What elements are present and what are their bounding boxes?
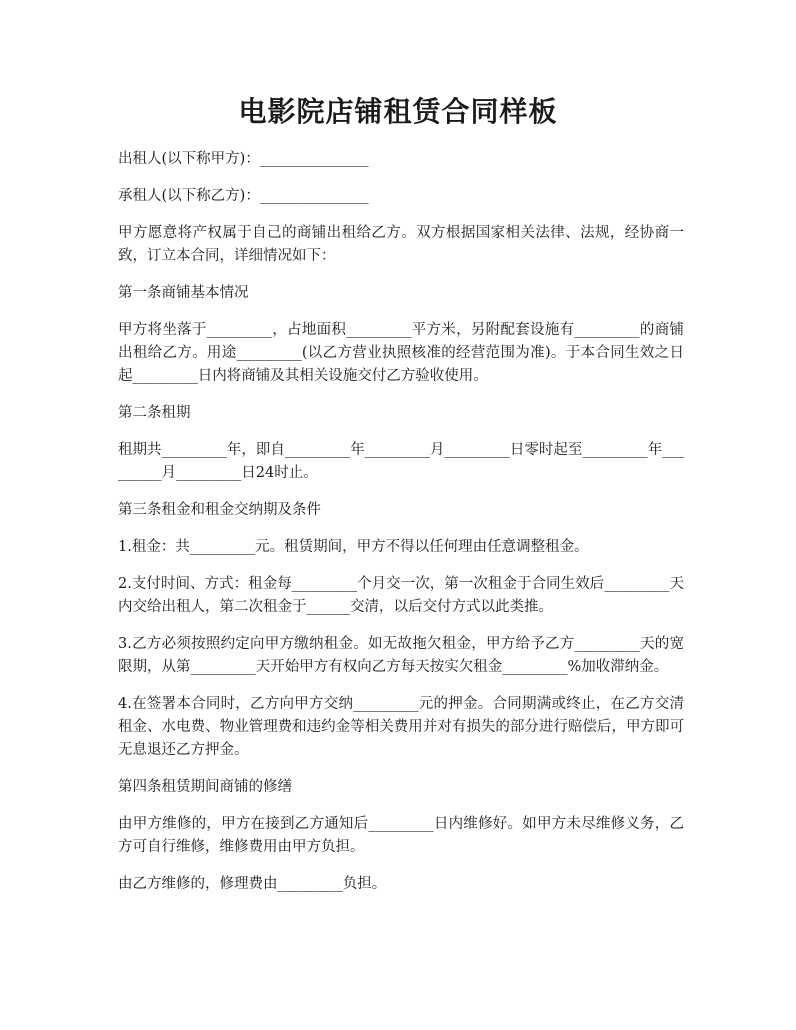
section-3-item-3: 3.乙方必须按照约定向甲方缴纳租金。如无故拖欠租金，甲方给予乙方_________天的宽限期，从第_________天开始甲方有权向乙方每天按实欠租金_________%加收滞纳金。 [118, 636, 684, 675]
section-3-item-1: 1.租金：共_________元。租赁期间，甲方不得以任何理由任意调整租金。 [118, 539, 589, 555]
section-1-paragraph: 甲方将坐落于_________，占地面积_________平方米，另附配套设施有_________的商铺出租给乙方。用途_________(以乙方营业执照核准的经营范围为准)。于本合同生效之日起_________日内将商铺及其相关设施交付乙方验收使用。 [118, 322, 684, 384]
section-3-item-4: 4.在签署本合同时，乙方向甲方交纳_________元的押金。合同期满或终止，在乙方交清租金、水电费、物业管理费和违约金等相关费用并对有损失的部分进行赔偿后，甲方即可无息退还乙方押金。 [118, 696, 684, 758]
section-heading-4: 第四条租赁期间商铺的修缮 [118, 779, 292, 795]
section-4-paragraph-1: 由甲方维修的，甲方在接到乙方通知后_________日内维修好。如甲方未尽维修义务，乙方可自行维修，维修费用由甲方负担。 [118, 816, 684, 855]
section-heading-1: 第一条商铺基本情况 [118, 285, 249, 301]
section-2-paragraph: 租期共_________年，即自_________年_________月_________日零时起至_________年_________月_________日24时止。 [118, 442, 684, 481]
intro-paragraph: 甲方愿意将产权属于自己的商铺出租给乙方。双方根据国家相关法律、法规，经协商一致，订立本合同，详细情况如下： [118, 225, 684, 264]
lessee-line: 承租人(以下称乙方)：_______________ [118, 188, 369, 204]
document-title: 电影院店铺租赁合同样板 [238, 95, 558, 128]
document-body [118, 148, 684, 910]
lessor-line: 出租人(以下称甲方)：_______________ [118, 151, 369, 167]
section-3-item-2: 2.支付时间、方式：租金每_________个月交一次，第一次租金于合同生效后_________天内交给出租人，第二次租金于______交清，以后交付方式以此类推。 [118, 576, 684, 615]
section-4-paragraph-2: 由乙方维修的，修理费由_________负担。 [118, 876, 387, 892]
section-heading-3: 第三条租金和租金交纳期及条件 [118, 502, 321, 518]
section-heading-2: 第二条租期 [118, 405, 191, 421]
